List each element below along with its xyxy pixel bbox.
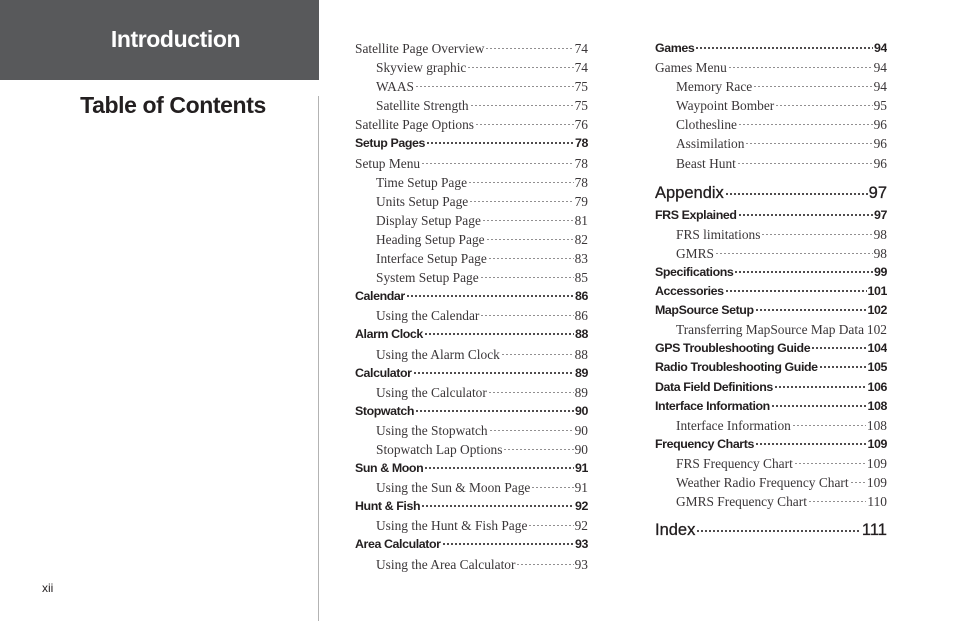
dot-leader (753, 86, 872, 87)
toc-entry[interactable] (655, 206, 887, 225)
dot-leader (755, 443, 867, 445)
toc-entry-label: Satellite Page Overview (355, 41, 485, 56)
toc-entry-page: 75 (574, 79, 588, 95)
toc-entry[interactable] (655, 473, 887, 492)
toc-entry-label: Time Setup Page (376, 174, 468, 190)
toc-entry-page: 98 (873, 226, 887, 242)
toc-entry-page: 91 (575, 461, 588, 476)
toc-entry-page: 82 (574, 231, 588, 247)
toc-entry-label: Setup Pages (355, 136, 425, 151)
toc-entry-page: 102 (867, 303, 887, 318)
toc-entry[interactable] (355, 478, 588, 497)
toc-entry[interactable] (355, 535, 588, 554)
dot-leader (850, 482, 866, 483)
toc-entry-label: Frequency Charts (655, 436, 754, 451)
page-number: xii (42, 581, 54, 595)
toc-entry-page: 75 (574, 98, 588, 114)
toc-entry-label: Games (655, 41, 695, 55)
toc-entry-label: GPS Troubleshooting Guide (655, 341, 811, 356)
dot-leader (761, 234, 872, 235)
dot-leader (516, 564, 573, 565)
toc-entry[interactable] (655, 435, 887, 454)
dot-leader (421, 505, 574, 507)
toc-entry-page: 108 (867, 398, 887, 413)
dot-leader (531, 487, 573, 488)
dot-leader (695, 47, 873, 49)
toc-entry[interactable] (655, 339, 887, 358)
dot-leader (480, 315, 573, 316)
toc-entry-label: Satellite Page Options (355, 117, 475, 133)
toc-entry-page: 108 (866, 417, 887, 433)
dot-leader (725, 290, 867, 292)
toc-entry-page: 110 (867, 494, 887, 510)
dot-leader (415, 410, 574, 412)
dot-leader (811, 347, 866, 349)
toc-entry-page: 101 (867, 284, 887, 299)
toc-entry[interactable] (355, 287, 588, 306)
toc-entry-label: WAAS (376, 79, 414, 95)
toc-entry-label: Memory Race (676, 79, 753, 95)
toc-entry-label: Interface Setup Page (376, 251, 487, 267)
toc-entry-page: 109 (866, 474, 887, 490)
toc-entry-page: 88 (574, 346, 588, 362)
toc-entry-page: 78 (574, 174, 588, 190)
toc-entry-label: Using the Calculator (376, 384, 487, 400)
section-title: Introduction (110, 26, 241, 52)
toc-entry[interactable] (655, 115, 887, 134)
toc-entry-label: Calendar (355, 289, 405, 304)
toc-entry-page: 90 (574, 441, 588, 457)
toc-entry-page: 94 (874, 41, 887, 55)
dot-leader (413, 372, 574, 374)
toc-entry-label: MapSource Setup (655, 303, 754, 318)
toc-entry[interactable] (655, 517, 887, 543)
dot-leader (470, 105, 574, 106)
toc-entry[interactable] (355, 192, 588, 211)
toc-entry-label: Stopwatch Lap Options (376, 441, 503, 457)
dot-leader (485, 48, 573, 49)
dot-leader (424, 467, 574, 469)
toc-entry-page: 76 (574, 117, 588, 133)
dot-leader (489, 430, 574, 431)
toc-entry-page: 97 (874, 207, 887, 222)
dot-leader (503, 449, 573, 450)
toc-entry-page: 99 (874, 264, 887, 279)
toc-entry-label: FRS limitations (676, 226, 761, 242)
toc-column-1 (355, 39, 588, 574)
toc-entry-page: 91 (574, 480, 588, 496)
toc-entry-label: Transferring MapSource Map Data (676, 322, 865, 338)
toc-entry-label: FRS Frequency Chart (676, 455, 793, 471)
toc-entry[interactable] (355, 345, 588, 364)
dot-leader (792, 425, 866, 426)
toc-entry-page: 93 (574, 556, 588, 572)
toc-entry[interactable] (655, 263, 887, 282)
dot-leader (696, 530, 861, 532)
toc-entry[interactable] (355, 497, 588, 516)
toc-entry-label: Using the Hunt & Fish Page (376, 518, 528, 534)
toc-entry-page: 96 (873, 155, 887, 171)
dot-leader (469, 201, 573, 202)
toc-entry-label: Index (655, 521, 696, 540)
dot-leader (424, 333, 574, 335)
toc-entry-label: Hunt & Fish (355, 499, 421, 514)
toc-entry-page: 92 (575, 499, 588, 514)
toc-entry-page: 78 (575, 136, 588, 151)
toc-entry-label: Radio Troubleshooting Guide (655, 360, 818, 375)
dot-leader (501, 354, 574, 355)
toc-entry-label: Sun & Moon (355, 461, 424, 476)
toc-entry-page: 94 (873, 79, 887, 95)
toc-entry-label: Interface Information (676, 417, 791, 433)
dot-leader (475, 124, 574, 125)
toc-entry-page: 90 (574, 422, 588, 438)
toc-entry[interactable] (355, 421, 588, 440)
dot-leader (745, 143, 872, 144)
toc-entry-label: Beast Hunt (676, 155, 736, 171)
toc-entry-label: FRS Explained (655, 207, 737, 222)
toc-entry-page: 81 (574, 212, 588, 228)
toc-entry-label: Using the Calendar (376, 308, 480, 324)
toc-entry[interactable] (655, 134, 887, 153)
dot-leader (738, 214, 873, 216)
toc-entry[interactable] (355, 154, 588, 173)
dot-leader (819, 366, 867, 368)
toc-entry-label: GMRS Frequency Chart (676, 494, 807, 510)
dot-leader (865, 329, 866, 330)
toc-entry-label: Alarm Clock (355, 327, 423, 342)
toc-entry-page: 104 (867, 341, 887, 356)
toc-entry[interactable] (655, 39, 887, 58)
toc-entry-page: 111 (861, 521, 887, 540)
toc-entry-label: Units Setup Page (376, 193, 469, 209)
toc-entry-page: 74 (574, 41, 588, 56)
toc-entry[interactable] (355, 402, 588, 421)
toc-entry[interactable] (655, 416, 887, 435)
toc-entry-label: Interface Information (655, 398, 770, 413)
toc-entry[interactable] (655, 378, 887, 397)
toc-entry-label: Using the Alarm Clock (376, 346, 500, 362)
toc-entry[interactable] (355, 58, 588, 77)
toc-entry-page: 89 (574, 384, 588, 400)
toc-entry-page: 96 (873, 117, 887, 133)
toc-entry[interactable] (355, 211, 588, 230)
toc-entry-label: GMRS (676, 245, 714, 261)
toc-entry[interactable] (655, 58, 887, 77)
column-divider (318, 96, 319, 621)
toc-entry[interactable] (655, 454, 887, 473)
toc-entry-page: 90 (575, 403, 588, 418)
toc-entry-label: Specifications (655, 264, 734, 279)
toc-entry[interactable] (355, 96, 588, 115)
toc-entry[interactable] (355, 459, 588, 478)
toc-entry[interactable] (355, 268, 588, 287)
toc-entry-label: Display Setup Page (376, 212, 481, 228)
toc-entry-label: System Setup Page (376, 270, 479, 286)
dot-leader (771, 405, 867, 407)
dot-leader (467, 67, 573, 68)
dot-leader (406, 295, 574, 297)
toc-entry-label: Appendix (655, 183, 724, 202)
toc-entry[interactable] (655, 492, 887, 511)
toc-entry-page: 83 (574, 251, 588, 267)
toc-entry-page: 79 (574, 193, 588, 209)
toc-entry-page: 102 (866, 322, 887, 338)
toc-entry-label: Area Calculator (355, 537, 441, 552)
toc-entry[interactable] (355, 173, 588, 192)
toc-entry[interactable] (355, 249, 588, 268)
toc-entry-label: Stopwatch (355, 403, 415, 418)
toc-entry-label: Waypoint Bomber (676, 98, 775, 114)
toc-entry[interactable] (655, 397, 887, 416)
toc-entry-label: Assimilation (676, 136, 745, 152)
toc-entry-label: Calculator (355, 365, 412, 380)
toc-entry-page: 109 (866, 455, 887, 471)
toc-entry[interactable] (355, 77, 588, 96)
toc-entry-label: Satellite Strength (376, 98, 469, 114)
dot-leader (725, 193, 868, 195)
toc-entry-label: Clothesline (676, 117, 737, 133)
toc-entry-page: 85 (574, 270, 588, 286)
dot-leader (486, 239, 574, 240)
toc-entry-page: 109 (867, 436, 887, 451)
dot-leader (442, 543, 574, 545)
toc-entry-label: Skyview graphic (376, 60, 467, 76)
toc-entry[interactable] (355, 134, 588, 153)
page-title: Table of Contents (80, 92, 266, 118)
toc-entry-page: 74 (574, 60, 588, 76)
toc-entry[interactable] (655, 320, 887, 339)
toc-entry[interactable] (655, 225, 887, 244)
dot-leader (488, 258, 574, 259)
toc-entry[interactable] (655, 154, 887, 173)
toc-entry[interactable] (655, 358, 887, 377)
dot-leader (794, 463, 866, 464)
dot-leader (774, 386, 867, 388)
dot-leader (737, 163, 873, 164)
toc-entry-label: Weather Radio Frequency Chart (676, 474, 849, 490)
toc-entry-page: 93 (575, 537, 588, 552)
toc-entry[interactable] (355, 555, 588, 574)
toc-entry-page: 92 (574, 518, 588, 534)
toc-entry[interactable] (655, 301, 887, 320)
dot-leader (728, 67, 873, 68)
toc-entry-page: 86 (575, 289, 588, 304)
toc-column-2 (655, 39, 887, 543)
dot-leader (528, 525, 573, 526)
dot-leader (426, 142, 574, 144)
dot-leader (488, 392, 574, 393)
dot-leader (421, 163, 574, 164)
dot-leader (738, 124, 873, 125)
toc-entry[interactable] (355, 440, 588, 459)
toc-entry-label: Using the Area Calculator (376, 556, 516, 572)
toc-entry-label: Setup Menu (355, 155, 421, 171)
toc-entry-page: 86 (574, 308, 588, 324)
toc-entry[interactable] (655, 244, 887, 263)
dot-leader (808, 501, 866, 502)
toc-entry-page: 94 (873, 60, 887, 76)
toc-entry-page: 106 (867, 379, 887, 394)
toc-entry[interactable] (355, 383, 588, 402)
dot-leader (775, 105, 872, 106)
dot-leader (482, 220, 574, 221)
toc-entry-label: Heading Setup Page (376, 231, 485, 247)
toc-entry[interactable] (355, 115, 588, 134)
toc-entry-label: Data Field Definitions (655, 379, 773, 394)
toc-entry-page: 105 (867, 360, 887, 375)
dot-leader (468, 182, 574, 183)
toc-entry-page: 89 (575, 365, 588, 380)
toc-entry-label: Accessories (655, 284, 724, 299)
toc-entry-page: 96 (873, 136, 887, 152)
toc-entry-page: 88 (575, 327, 588, 342)
toc-entry-page: 78 (574, 155, 588, 171)
toc-entry-page: 97 (868, 183, 887, 202)
dot-leader (415, 86, 574, 87)
toc-entry[interactable] (355, 325, 588, 344)
toc-entry[interactable] (355, 516, 588, 535)
dot-leader (480, 277, 574, 278)
toc-entry-page: 95 (873, 98, 887, 114)
toc-entry[interactable] (655, 77, 887, 96)
toc-entry-label: Games Menu (655, 60, 727, 76)
dot-leader (734, 271, 873, 273)
dot-leader (715, 253, 873, 254)
toc-entry-page: 98 (873, 245, 887, 261)
toc-entry[interactable] (355, 230, 588, 249)
toc-entry[interactable] (355, 39, 588, 58)
toc-entry-label: Using the Sun & Moon Page (376, 480, 531, 496)
toc-entry[interactable] (655, 180, 887, 206)
toc-entry[interactable] (655, 96, 887, 115)
dot-leader (755, 309, 867, 311)
toc-entry[interactable] (355, 364, 588, 383)
toc-entry[interactable] (655, 282, 887, 301)
toc-entry[interactable] (355, 306, 588, 325)
toc-entry-label: Using the Stopwatch (376, 422, 488, 438)
